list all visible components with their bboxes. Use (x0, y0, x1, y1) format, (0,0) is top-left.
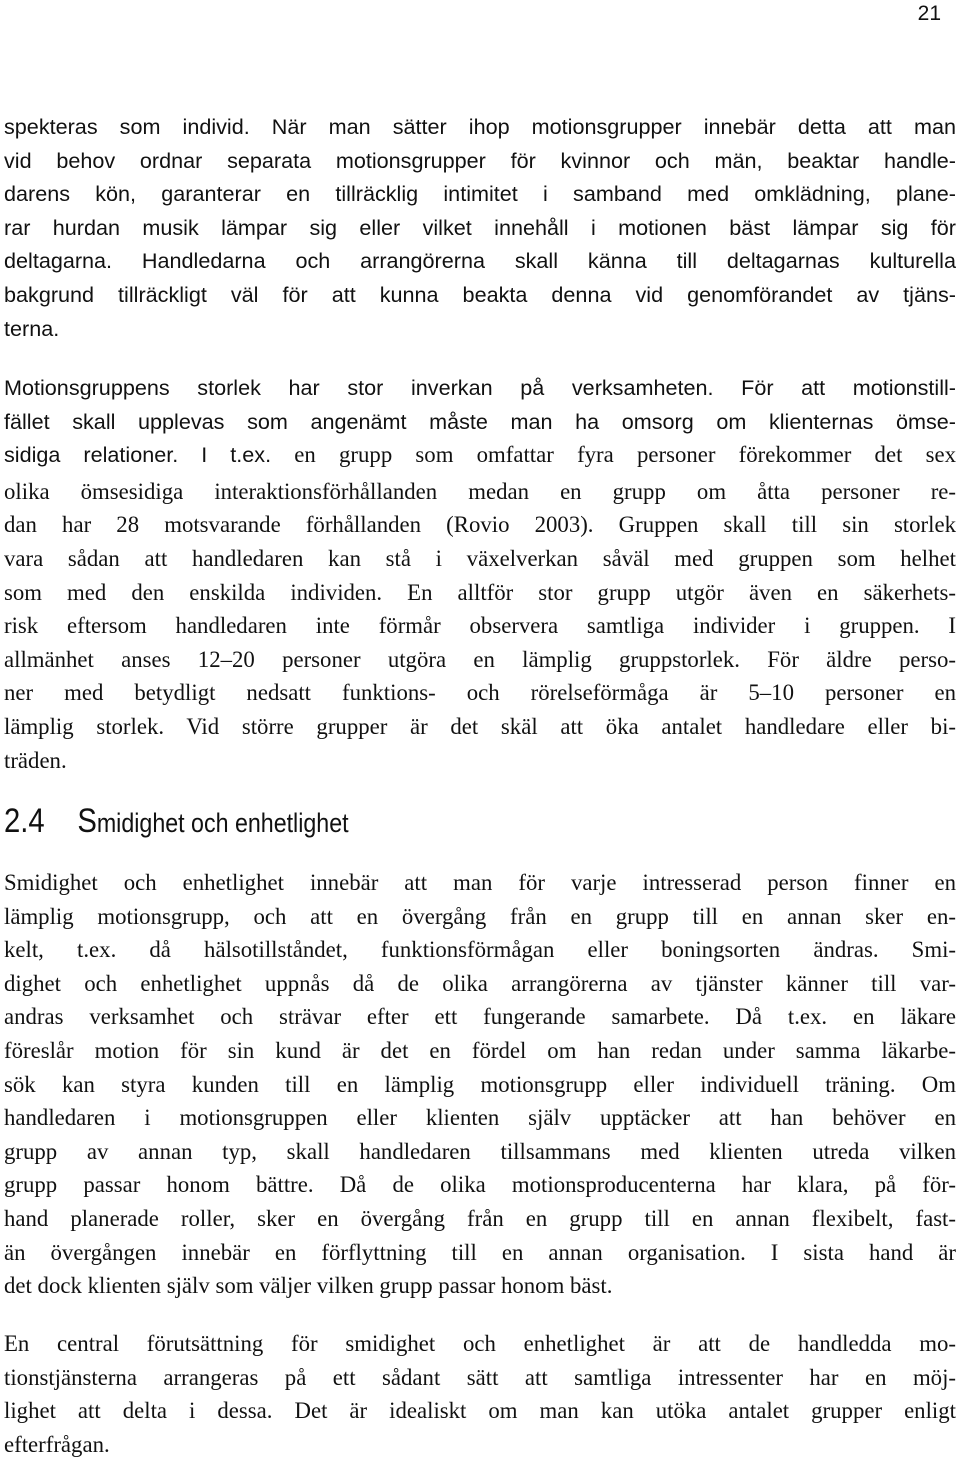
text-line-mixed (4, 438, 956, 475)
text-line: grupp passar honom bättre. Då de olika motionsproducenterna har klara, på för- (4, 1172, 956, 1198)
text-line: tionstjänsterna arrangeras på ett sådant sätt att samtliga intressenter har en möj- (4, 1364, 956, 1390)
text-line: rar hurdan musik lämpar sig eller vilket innehåll i motionen bäst lämpar sig för (4, 214, 956, 240)
paragraph-3 (4, 866, 956, 1303)
paragraph-4 (4, 1327, 956, 1461)
section-number: 2.4 (4, 802, 45, 840)
page-number: 21 (917, 2, 941, 25)
section-heading (4, 802, 349, 841)
text-line: darens kön, garanterar en tillräcklig intimitet i samband med omklädning, plane- (4, 181, 956, 207)
text-line: hand planerade roller, sker en övergång från en grupp till en annan flexibelt, fast- (4, 1205, 956, 1231)
section-title: midighet och enhetlighet (96, 808, 349, 838)
text-line: fället skall upplevas som angenämt måste man ha omsorg om klienternas ömse- (4, 408, 956, 434)
text-line: än övergången innebär en förflyttning till en annan organisation. I sista hand är (4, 1239, 956, 1265)
paragraph-2 (4, 371, 956, 777)
text-line: vid behov ordnar separata motionsgrupper för kvinnor och män, beaktar handle- (4, 147, 956, 173)
section-title-initial: S (77, 802, 97, 840)
text-span-serif: en grupp som omfattar fyra personer förekommer det sex (271, 442, 956, 468)
text-span-sans: sidiga relationer. I t.ex. (4, 442, 272, 468)
paragraph-1 (4, 110, 956, 345)
text-line: handledaren i motionsgruppen eller klienten själv upptäcker att han behöver en (4, 1105, 956, 1131)
text-line: olika ömsesidiga interaktionsförhållanden medan en grupp om åtta personer re- (4, 478, 956, 504)
text-line: lämplig storlek. Vid större grupper är det skäl att öka antalet handledare eller bi- (4, 713, 956, 739)
text-line: träden. (4, 747, 67, 773)
text-line: bakgrund tillräckligt väl för att kunna beakta denna vid genomförandet av tjäns- (4, 281, 956, 307)
text-line: som med den enskilda individen. En alltför stor grupp utgör även en säkerhets- (4, 579, 956, 605)
text-line: efterfrågan. (4, 1431, 110, 1457)
text-line: allmänhet anses 12–20 personer utgöra en lämplig gruppstorlek. För äldre perso- (4, 646, 956, 672)
text-line: deltagarna. Handledarna och arrangörerna skall känna till deltagarnas kulturella (4, 248, 956, 274)
text-line: dan har 28 motsvarande förhållanden (Rovio 2003). Gruppen skall till sin storlek (4, 512, 956, 538)
text-line: terna. (4, 315, 60, 341)
text-line: ner med betydligt nedsatt funktions- och rörelseförmåga är 5–10 personer en (4, 680, 956, 706)
text-line: föreslår motion för sin kund är det en fördel om han redan under samma läkarbe- (4, 1037, 956, 1063)
text-line: dighet och enhetlighet uppnås då de olika arrangörerna av tjänster känner till var- (4, 970, 956, 996)
text-line: kelt, t.ex. då hälsotillståndet, funktionsförmågan eller boningsorten ändras. Smi- (4, 937, 956, 963)
text-line: det dock klienten själv som väljer vilken grupp passar honom bäst. (4, 1273, 613, 1299)
text-line: En central förutsättning för smidighet och enhetlighet är att de handledda mo- (4, 1331, 956, 1356)
text-line: vara sådan att handledaren kan stå i växelverkan såväl med gruppen som helhet (4, 545, 956, 571)
text-line: Motionsgruppens storlek har stor inverkan på verksamheten. För att motionstill- (4, 375, 956, 400)
text-line: spekteras som individ. När man sätter ihop motionsgrupper innebär detta att man (4, 114, 956, 139)
text-line: grupp av annan typ, skall handledaren tillsammans med klienten utreda vilken (4, 1138, 956, 1164)
text-line: andras verksamhet och strävar efter ett fungerande samarbete. Då t.ex. en läkare (4, 1004, 956, 1030)
text-line: lämplig motionsgrupp, och att en övergång från en grupp till en annan sker en- (4, 903, 956, 929)
text-line: Smidighet och enhetlighet innebär att man för varje intresserad person finner en (4, 870, 956, 895)
text-line: risk eftersom handledaren inte förmår observera samtliga individer i gruppen. I (4, 613, 956, 639)
text-line: sök kan styra kunden till en lämplig motionsgrupp eller individuell träning. Om (4, 1071, 956, 1097)
text-line: lighet att delta i dessa. Det är idealiskt om man kan utöka antalet grupper enligt (4, 1398, 956, 1424)
